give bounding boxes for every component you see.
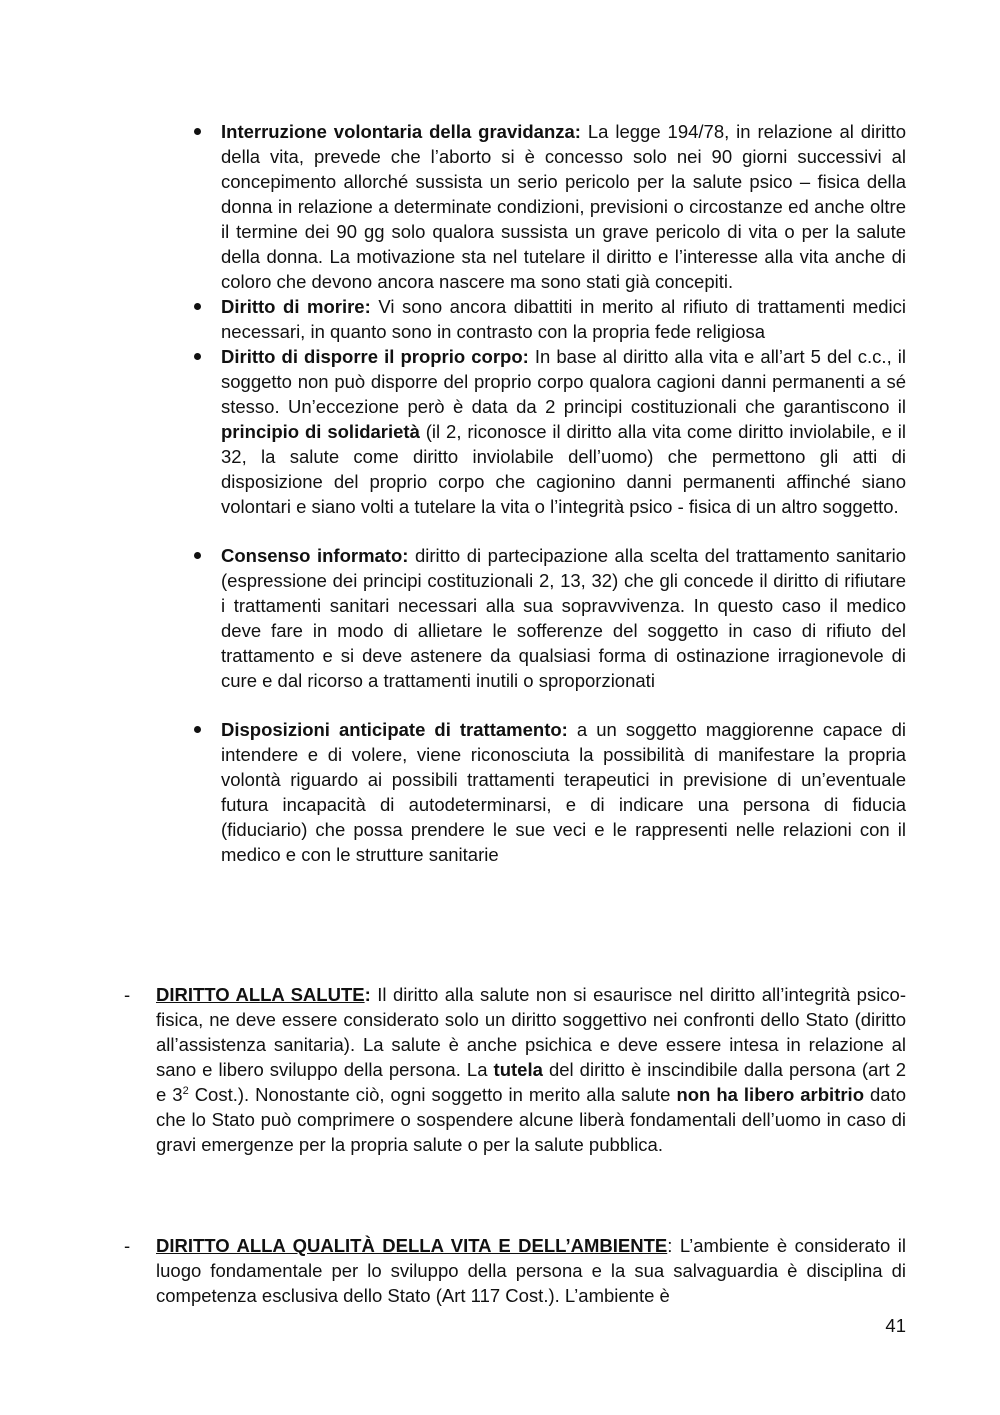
bullet-icon	[194, 726, 201, 733]
list-item-disporre-corpo	[193, 344, 906, 519]
page-number: 41	[885, 1315, 906, 1336]
section-diritto-ambiente	[124, 1233, 906, 1308]
paragraph-text: : L’ambiente è considerato il luogo fondamentale per lo sviluppo della persona e la sua salvaguardia è disciplina di competenza esclusiva dello Stato (Art 117 Cost.). L’ambiente è	[156, 1235, 906, 1306]
bullet-text: diritto di partecipazione alla scelta del trattamento sanitario (espressione dei principi costituzionali 2, 13, 32) che gli concede il diritto di rifiutare i trattamenti sanitari necessari alla sua sopravvivenza. In questo caso il medico deve fare in modo di allietare le sofferenze del soggetto in caso di rifiuto del trattamento e si deve astenere da qualsiasi forma di ostinazione irragionevole di cure e dal ricorso a trattamenti inutili o sproporzionati	[221, 545, 907, 691]
dash-marker: -	[124, 984, 131, 1005]
list-item-diritto-morire	[193, 294, 906, 344]
paragraph-text: Il diritto alla salute non si esaurisce nel diritto all’integrità psico-fisica, ne deve essere considerato solo un diritto soggettivo nei confronti dello Stato (diritto all’assistenza sanitaria). La salute è anche psichica e deve essere intesa in relazione al sano e libero sviluppo della persona. La	[156, 984, 906, 1080]
paragraph-text: Cost.). Nonostante ciò, ogni soggetto in merito alla salute	[188, 1084, 677, 1105]
section-heading: DIRITTO ALLA QUALITÀ DELLA VITA E DELL’AMBIENTE	[156, 1235, 668, 1256]
section-heading: DIRITTO ALLA SALUTE	[156, 984, 365, 1005]
list-item-interruzione-gravidanza	[193, 119, 906, 294]
bullet-text: La legge 194/78, in relazione al diritto della vita, prevede che l’aborto si è concesso solo nei 90 giorni successivi al concepimento allorché sussista un serio pericolo per la salute psico – fisica della donna in relazione a determinate condizioni, previsioni o circostanze ed anche oltre il termine dei 90 gg solo qualora sussista un grave pericolo di vita o per la salute della donna. La motivazione sta nel tutelare il diritto e l’interesse alla vita anche di coloro che devono ancora nascere ma sono stati già concepiti.	[221, 121, 906, 292]
bullet-title: Interruzione volontaria della gravidanza:	[221, 121, 581, 142]
bullet-bold-term: principio di solidarietà	[221, 421, 420, 442]
paragraph-text: del diritto è inscindibile dalla persona (art 2 e 3	[156, 1059, 906, 1105]
dash-marker: -	[124, 1235, 131, 1256]
bullet-list	[193, 119, 906, 867]
bullet-text: a un soggetto maggiorenne capace di intendere e di volere, viene riconosciuta la possibilità di manifestare la propria volontà riguardo ai possibili trattamenti terapeutici in previsione di un’eventuale futura incapacità di autodeterminarsi, e di indicare una persona di fiducia (fiduciario) che possa prendere le sue veci e le rappresenti nelle relazioni con il medico e con le strutture sanitarie	[221, 719, 906, 865]
superscript: 2	[182, 1084, 189, 1097]
bullet-icon	[194, 552, 201, 559]
heading-colon: :	[364, 984, 371, 1005]
paragraph-text: dato che lo Stato può comprimere o sospendere alcune liberà fondamentali dell’uomo in caso di gravi emergenze per la propria salute o per la salute pubblica.	[156, 1084, 907, 1155]
bullet-icon	[194, 303, 201, 310]
bullet-text: Vi sono ancora dibattiti in merito al rifiuto di trattamenti medici necessari, in quanto sono in contrasto con la propria fede religiosa	[221, 296, 906, 342]
bullet-icon	[194, 128, 201, 135]
bullet-title: Disposizioni anticipate di trattamento:	[221, 719, 568, 740]
bullet-text: In base al diritto alla vita e all’art 5 del c.c., il soggetto non può disporre del proprio corpo qualora cagioni danni permanenti a sé stesso. Un’eccezione però è data da 2 principi costituzionali che garantiscono il	[221, 346, 906, 417]
bullet-title: Diritto di morire:	[221, 296, 371, 317]
bold-term-tutela: tutela	[493, 1059, 543, 1080]
bullet-title: Consenso informato:	[221, 545, 409, 566]
section-diritto-salute	[124, 982, 906, 1157]
list-item-consenso-informato	[193, 543, 906, 693]
section-body	[156, 1233, 906, 1308]
bold-term-arbitrio: non ha libero arbitrio	[676, 1084, 865, 1105]
list-item-disposizioni-anticipate	[193, 717, 906, 867]
bullet-icon	[194, 353, 201, 360]
section-body	[156, 982, 906, 1157]
bullet-title: Diritto di disporre il proprio corpo:	[221, 346, 529, 367]
bullet-text: (il 2, riconosce il diritto alla vita come diritto inviolabile, e il 32, la salute come diritto inviolabile dell’uomo) che permettono gli atti di disposizione del proprio corpo che cagionino danni permanenti affinché siano volontari e siano volti a tutelare la vita o l’integrità psico - fisica di un altro soggetto.	[221, 421, 906, 517]
